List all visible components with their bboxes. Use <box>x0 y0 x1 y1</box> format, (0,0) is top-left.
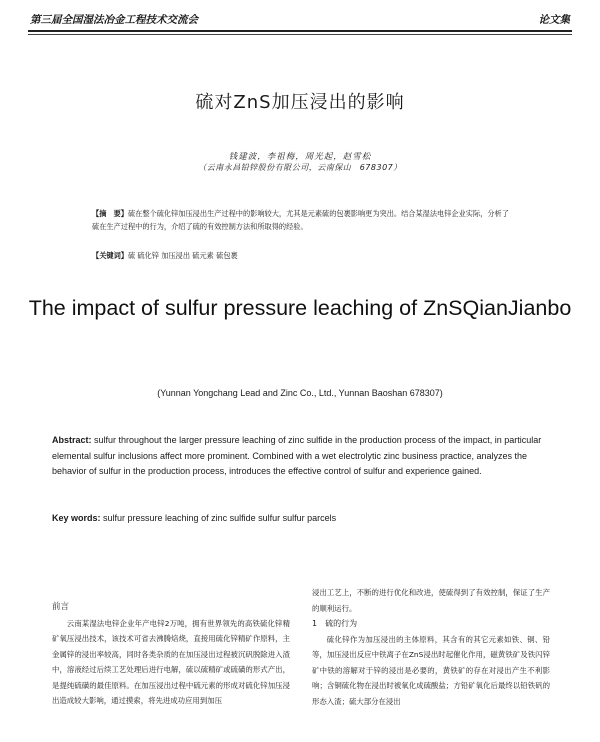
header-section-label: 论文集 <box>538 14 570 26</box>
header-rule <box>28 30 572 32</box>
english-keywords-text: sulfur pressure leaching of zinc sulfide sulfur sulfur parcels <box>100 513 337 523</box>
preface-continuation: 浸出工艺上，不断的进行优化和改进，使硫得到了有效控制，保证了生产的顺利运行。 <box>312 588 550 613</box>
chinese-keywords <box>92 251 512 261</box>
english-title: The impact of sulfur pressure leaching of ZnSQianJianbo <box>28 296 572 320</box>
running-header <box>30 10 570 28</box>
preface-heading: 前言 <box>52 602 70 612</box>
english-keywords <box>52 513 552 523</box>
english-abstract-text: sulfur throughout the larger pressure leaching of zinc sulfide in the production process of the impact, in particular elemental sulfur inclusions affect more prominent. Combined with a wet electrolytic zinc business practice, analyzes the behavior of sulfur in the production process, introduces the effective control of sulfur and experience gained. <box>52 435 542 476</box>
english-affiliation: (Yunnan Yongchang Lead and Zinc Co., Ltd., Yunnan Baoshan 678307) <box>157 388 443 398</box>
chinese-keywords-label: 【关键词】 <box>92 251 128 260</box>
body-column-left <box>52 600 290 709</box>
chinese-abstract-text: 硫在整个硫化锌加压浸出生产过程中的影响较大，尤其是元素硫的包裹影响更为突出。结合某湿法电锌企业实际，分析了硫在生产过程中的行为，介绍了硫的有效控制方法和所取得的经验。 <box>92 209 509 231</box>
english-abstract-label: Abstract: <box>52 435 92 445</box>
header-rule-thin <box>28 34 572 35</box>
body-column-right <box>312 585 550 709</box>
preface-paragraph: 云南某湿法电锌企业年产电锌2万吨，拥有世界领先的高铁硫化锌精矿氧压浸出技术，该技术可省去沸腾焙烧，直接用硫化锌精矿作原料，主金属锌的浸出率较高，同时各类杂质的在加压浸出过程被沉矾脱除进入渣中，溶液经过后续工艺处理后进行电解，硫以硫精矿或硫磺的形式产出，是提纯硫磺的最佳原料。在加压浸出过程中硫元素的形成对硫化锌加压浸出造成较大影响，通过摸索，将先进成功应用到加压 <box>52 618 290 705</box>
chinese-abstract-label: 【摘 要】 <box>92 209 128 218</box>
chinese-keywords-text: 硫 硫化锌 加压浸出 硫元素 硫包裹 <box>127 251 238 260</box>
header-conference-name: 第三届全国湿法冶金工程技术交流会 <box>30 14 198 26</box>
english-abstract <box>52 433 552 480</box>
author-list: 钱建波，李祖梅，周光起，赵雪松 <box>228 152 372 162</box>
section1-paragraph: 硫化锌作为加压浸出的主体原料，其含有的其它元素如铁、铜、铅等，加压浸出反应中铁离子在ZnS浸出时起催化作用，磁黄铁矿及铁闪锌矿中铁的溶解对于锌的浸出是必要的，黄铁矿的存在对浸出产生不利影响；含铜硫化物在浸出时被氧化成硫酸盐；方铅矿氧化后最终以铅铁矾的形态入渣；硫大部分在浸出 <box>312 634 550 706</box>
chinese-abstract <box>92 207 512 233</box>
chinese-affiliation: （云南永昌铅锌股份有限公司，云南保山 678307） <box>198 163 402 172</box>
chinese-title: 硫对ZnS加压浸出的影响 <box>195 92 405 113</box>
section1-heading: 1 硫的行为 <box>312 619 358 628</box>
english-keywords-label: Key words: <box>52 513 101 523</box>
